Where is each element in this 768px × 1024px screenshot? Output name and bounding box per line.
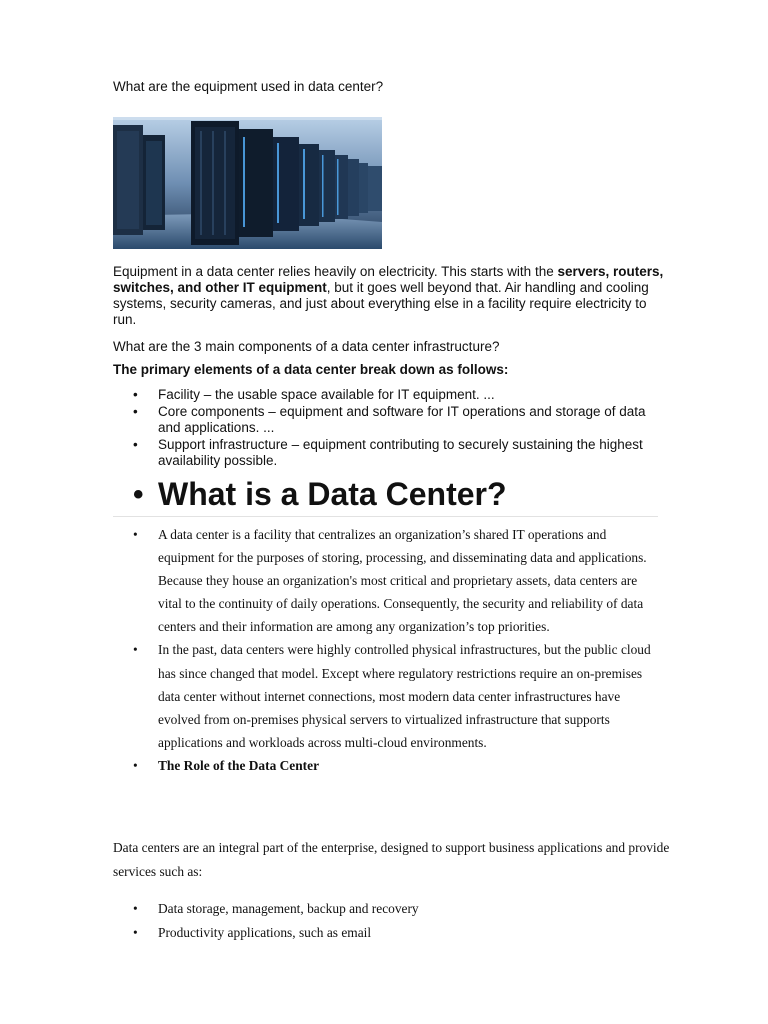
bullet: •: [133, 404, 138, 419]
list-item: [113, 523, 661, 638]
bullet: •: [133, 527, 138, 542]
paragraph-electricity-end: , but it goes well beyond that. Air handling and cooling systems, security cameras, and just about everything else in a facility require electricity to run.: [113, 280, 649, 327]
list-item: [113, 437, 663, 469]
services-list: [113, 897, 661, 944]
components-list: [113, 387, 663, 470]
question-equipment: What are the equipment used in data center?: [113, 79, 384, 94]
list-item-text: A data center is a facility that centralizes an organization’s shared IT operations and equipment for the purposes of storing, processing, and disseminating data and applications. Because they house an organization's most critical and proprietary assets, data centers are vital to the continuity of daily operations. Consequently, the security and reliability of data centers and their information are among any organization’s top priorities.: [158, 527, 647, 635]
bullet: •: [133, 901, 138, 916]
list-item-text: Productivity applications, such as email: [158, 924, 372, 940]
question-components: What are the 3 main components of a data center infrastructure?: [113, 339, 500, 354]
paragraph-role: Data centers are an integral part of the enterprise, designed to support business applications and provide services such as:: [113, 840, 670, 879]
components-heading: The primary elements of a data center break down as follows:: [113, 362, 509, 377]
bullet: •: [133, 437, 138, 452]
section-heading-text: What is a Data Center?: [158, 476, 507, 512]
list-item-text: Data storage, management, backup and recovery: [158, 901, 419, 916]
list-item-text: Facility – the usable space available for IT equipment. ...: [158, 387, 495, 402]
bullet: •: [133, 478, 144, 511]
list-item: [113, 387, 663, 403]
list-item: [113, 921, 661, 945]
bullet: •: [133, 924, 138, 940]
list-item-text: Core components – equipment and software for IT operations and storage of data and applications. ...: [158, 404, 646, 435]
list-item: [113, 754, 661, 777]
list-item: [113, 404, 663, 436]
list-item: [113, 638, 661, 753]
article-list: [113, 523, 661, 777]
bullet: •: [133, 642, 138, 658]
paragraph-electricity-start: Equipment in a data center relies heavily on electricity. This starts with the: [113, 264, 558, 279]
bullet: •: [133, 757, 138, 773]
list-item-text: Support infrastructure – equipment contributing to securely sustaining the highest availability possible.: [158, 437, 643, 468]
paragraph-electricity-bold: servers, routers, switches, and other IT equipment: [113, 264, 664, 295]
bullet: •: [133, 387, 138, 402]
section-heading: [113, 476, 658, 517]
list-item-text: In the past, data centers were highly controlled physical infrastructures, but the public cloud has since changed that model. Except where regulatory restrictions require an on-premises data center without internet connections, most modern data center infrastructures have evolved from on-premises physical servers to virtualized infrastructure that supports applications and workloads across multi-cloud environments.: [158, 642, 651, 750]
list-item: [113, 897, 661, 921]
paragraph-electricity: [113, 264, 673, 328]
data-center-photo: [113, 117, 382, 249]
role-heading: The Role of the Data Center: [158, 757, 320, 773]
